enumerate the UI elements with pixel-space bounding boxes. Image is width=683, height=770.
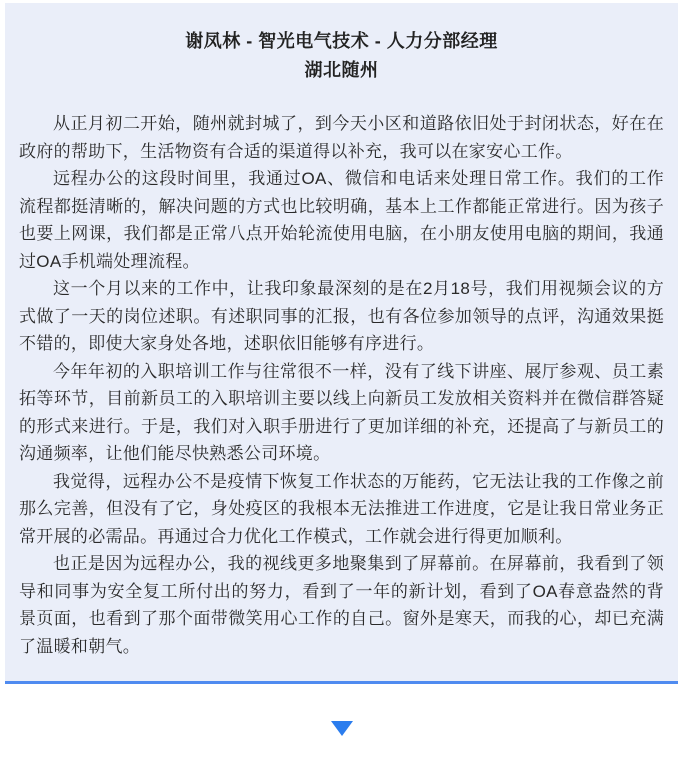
expand-more-button[interactable] xyxy=(0,684,683,770)
letter-card xyxy=(5,3,678,684)
article-body xyxy=(19,110,664,660)
paragraph-5: 我觉得，远程办公不是疫情下恢复工作状态的万能药，它无法让我的工作像之前那么完善，但没有了它，身处疫区的我根本无法推进工作进度，它是让我日常业务正常开展的必需品。再通过合力优化工作模式，工作就会进行得更加顺利。 xyxy=(19,471,664,546)
page xyxy=(0,3,683,767)
paragraph-2: 远程办公的这段时间里，我通过OA、微信和电话来处理日常工作。我们的工作流程都挺清晰的，解决问题的方式也比较明确，基本上工作都能正常进行。因为孩子也要上网课，我们都是正常八点开始轮流使用电脑，在小朋友使用电脑的期间，我通过OA手机端处理流程。 xyxy=(19,169,664,271)
paragraph-1: 从正月初二开始，随州就封城了，到今天小区和道路依旧处于封闭状态，好在在政府的帮助下，生活物资有合适的渠道得以补充，我可以在家安心工作。 xyxy=(19,114,664,161)
author-location: 湖北随州 xyxy=(304,60,379,80)
paragraph-4: 今年年初的入职培训工作与往常很不一样，没有了线下讲座、展厅参观、员工素拓等环节，目前新员工的入职培训主要以线上向新员工发放相关资料并在微信群答疑的形式来进行。于是，我们对入职手册进行了更加详细的补充，还提高了与新员工的沟通频率，让他们能尽快熟悉公司环境。 xyxy=(19,361,664,463)
paragraph-3: 这一个月以来的工作中，让我印象最深刻的是在2月18号，我们用视频会议的方式做了一天的岗位述职。有述职同事的汇报，也有各位参加领导的点评，沟通效果挺不错的，即使大家身处各地，述职依旧能够有序进行。 xyxy=(19,279,664,353)
down-triangle-icon xyxy=(331,721,353,736)
author-title: 谢凤林 - 智光电气技术 - 人力分部经理 xyxy=(185,31,498,51)
paragraph-6: 也正是因为远程办公，我的视线更多地聚集到了屏幕前。在屏幕前，我看到了领导和同事为安全复工所付出的努力，看到了一年的新计划，看到了OA春意盎然的背景页面，也看到了那个面带微笑用心工作的自己。窗外是寒天，而我的心，却已充满了温暖和朝气。 xyxy=(19,554,664,656)
